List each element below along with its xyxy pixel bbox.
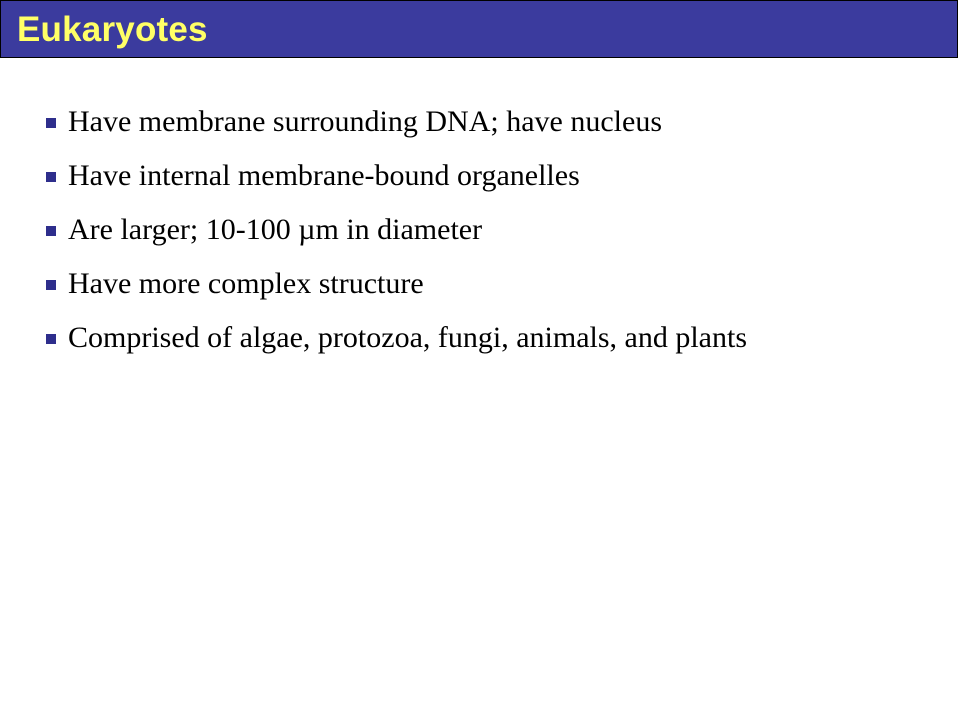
list-item <box>46 213 906 246</box>
square-bullet-icon <box>46 172 56 182</box>
slide-title: Eukaryotes <box>17 9 208 49</box>
title-bar <box>0 0 958 58</box>
list-item <box>46 159 906 192</box>
square-bullet-icon <box>46 226 56 236</box>
bullet-text: Have more complex structure <box>68 267 424 300</box>
square-bullet-icon <box>46 118 56 128</box>
square-bullet-icon <box>46 334 56 344</box>
bullet-text: Are larger; 10-100 µm in diameter <box>68 213 483 246</box>
bullet-text: Have internal membrane-bound organelles <box>68 159 580 192</box>
bullet-text: Comprised of algae, protozoa, fungi, animals, and plants <box>68 321 747 354</box>
square-bullet-icon <box>46 280 56 290</box>
list-item <box>46 267 906 300</box>
bullet-list <box>46 105 906 375</box>
list-item <box>46 321 906 354</box>
list-item <box>46 105 906 138</box>
bullet-text: Have membrane surrounding DNA; have nucleus <box>68 105 662 138</box>
